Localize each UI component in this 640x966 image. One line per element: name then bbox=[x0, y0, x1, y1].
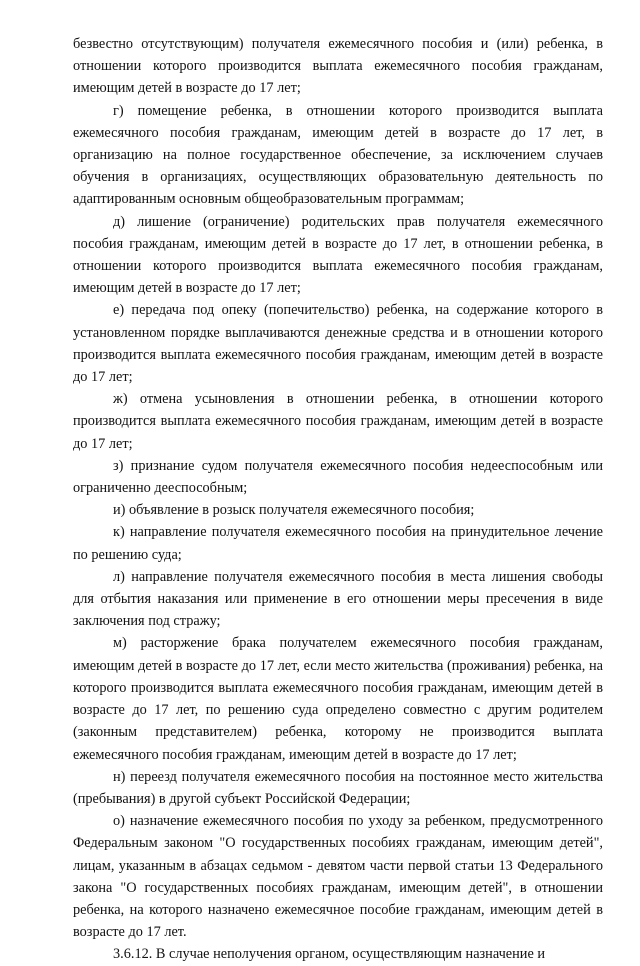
paragraph-item-m: м) расторжение брака получателем ежемесячного пособия гражданам, имеющим детей в возрасте до 17 лет, если место жительства (проживания) ребенка, на которого производится выплата ежемесячного пособия гражданам, имеющим детей в возрасте до 17 лет, по решению суда определено совместно с другим родителем (законным представителем) ребенка, которому не производится выплата ежемесячного пособия гражданам, имеющим детей в возрасте до 17 лет; bbox=[73, 635, 603, 763]
paragraph-item-k: к) направление получателя ежемесячного пособия на принудительное лечение по решению суда; bbox=[73, 524, 603, 563]
paragraph-item-zh: ж) отмена усыновления в отношении ребенка, в отношении которого производится выплата ежемесячного пособия гражданам, имеющим детей в возрасте до 17 лет; bbox=[73, 391, 603, 452]
paragraph-item-o: о) назначение ежемесячного пособия по уходу за ребенком, предусмотренного Федеральным законом "О государственных пособиях гражданам, имеющим детей", лицам, указанным в абзацах седьмом - девятом части первой статьи 13 Федерального закона "О государственных пособиях гражданам, имеющим детей", в отношении ребенка, на которого назначено ежемесячное пособие гражданам, имеющим детей в возрасте до 17 лет. bbox=[73, 813, 603, 941]
paragraph-item-z: з) признание судом получателя ежемесячного пособия недееспособным или ограниченно дееспособным; bbox=[73, 457, 603, 497]
paragraph-item-i: и) объявление в розыск получателя ежемесячного пособия; bbox=[113, 502, 475, 519]
paragraph-item-d: д) лишение (ограничение) родительских прав получателя ежемесячного пособия гражданам, имеющим детей в возрасте до 17 лет, в отношении ребенка, в отношении которого производится выплата ежемесячного пособия гражданам, имеющим детей в возрасте до 17 лет; bbox=[73, 213, 603, 297]
document-page bbox=[73, 33, 603, 966]
paragraph-continuation: безвестно отсутствующим) получателя ежемесячного пособия и (или) ребенка, в отношении которого производится выплата ежемесячного пособия гражданам, имеющим детей в возрасте до 17 лет; bbox=[73, 36, 603, 97]
paragraph-item-g: г) помещение ребенка, в отношении которого производится выплата ежемесячного пособия гражданам, имеющим детей в возрасте до 17 лет, в организацию на полное государственное обеспечение, за исключением случаев обучения в организациях, осуществляющих образовательную деятельность по адаптированным основным общеобразовательным программам; bbox=[73, 102, 603, 208]
paragraph-item-l: л) направление получателя ежемесячного пособия в места лишения свободы для отбытия наказания или применение в его отношении меры пресечения в виде заключения под стражу; bbox=[73, 568, 603, 630]
paragraph-item-n: н) переезд получателя ежемесячного пособия на постоянное место жительства (пребывания) в другой субъект Российской Федерации; bbox=[73, 768, 603, 807]
paragraph-item-e: е) передача под опеку (попечительство) ребенка, на содержание которого в установленном порядке выплачиваются денежные средства и в отношении которого производится выплата ежемесячного пособия гражданам, имеющим детей в возрасте до 17 лет; bbox=[73, 302, 603, 386]
paragraph-section-3-6-12: 3.6.12. В случае неполучения органом, осуществляющим назначение и bbox=[113, 946, 546, 963]
